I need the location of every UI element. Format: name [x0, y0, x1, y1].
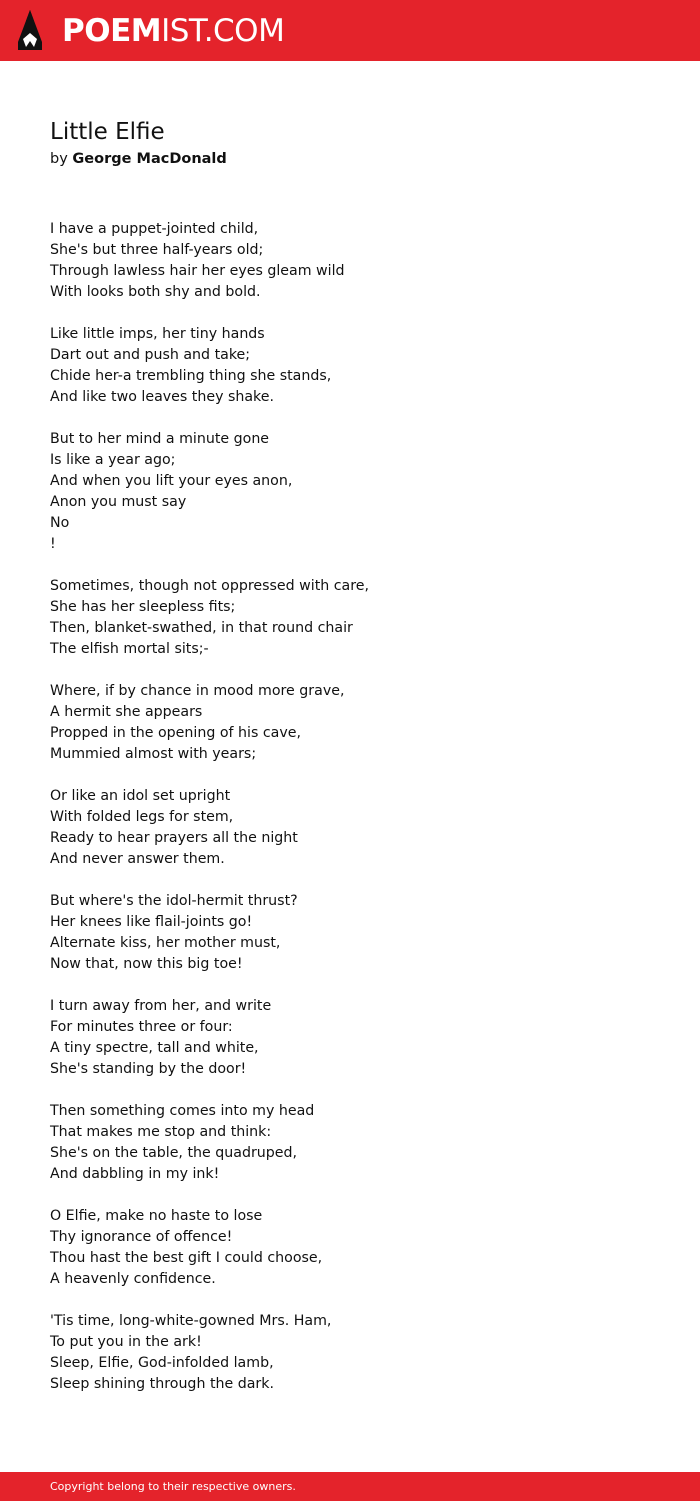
by-label: by — [50, 151, 68, 167]
poem-line: Mummied almost with years; — [50, 746, 257, 762]
logo-bold-text: POEM — [62, 13, 162, 49]
poem-line: ! — [50, 536, 56, 552]
poem-stanza — [50, 1206, 650, 1290]
poem-line: Then something comes into my head — [50, 1103, 315, 1119]
poem-line: No — [50, 515, 70, 531]
poem-line: Alternate kiss, her mother must, — [50, 935, 281, 951]
poem-body — [50, 219, 650, 1416]
poem-stanza — [50, 996, 650, 1080]
poem-line: A heavenly confidence. — [50, 1271, 216, 1287]
poem-line: But where's the idol-hermit thrust? — [50, 893, 298, 909]
poem-line: Her knees like flail-joints go! — [50, 914, 253, 930]
poem-line: Propped in the opening of his cave, — [50, 725, 302, 741]
poem-line: With looks both shy and bold. — [50, 284, 261, 300]
site-header — [0, 0, 700, 61]
poem-line: A tiny spectre, tall and white, — [50, 1040, 259, 1056]
poem-line: Thou hast the best gift I could choose, — [50, 1250, 323, 1266]
poem-stanza — [50, 324, 650, 408]
poem-line: Or like an idol set upright — [50, 788, 231, 804]
poem-line: The elfish mortal sits;- — [50, 641, 209, 657]
poem-line: But to her mind a minute gone — [50, 431, 270, 447]
poem-line: Where, if by chance in mood more grave, — [50, 683, 345, 699]
poem-line: A hermit she appears — [50, 704, 203, 720]
poem-stanza — [50, 576, 650, 660]
poem-line: And dabbling in my ink! — [50, 1166, 220, 1182]
poem-stanza — [50, 1311, 650, 1395]
poem-line: And never answer them. — [50, 851, 225, 867]
poem-line: Like little imps, her tiny hands — [50, 326, 265, 342]
site-footer — [0, 1472, 700, 1501]
poem-line: Is like a year ago; — [50, 452, 176, 468]
poem-line: She's but three half-years old; — [50, 242, 264, 258]
poem-line: 'Tis time, long-white-gowned Mrs. Ham, — [50, 1313, 332, 1329]
poem-stanza — [50, 681, 650, 765]
poem-author[interactable]: George MacDonald — [72, 151, 227, 167]
poem-line: She has her sleepless fits; — [50, 599, 236, 615]
poem-line: She's standing by the door! — [50, 1061, 247, 1077]
poem-line: Anon you must say — [50, 494, 187, 510]
poem-line: With folded legs for stem, — [50, 809, 234, 825]
poem-line: Thy ignorance of offence! — [50, 1229, 233, 1245]
copyright-text: Copyright belong to their respective owners. — [50, 1480, 296, 1493]
poem-line: Sleep, Elfie, God-infolded lamb, — [50, 1355, 274, 1371]
poem-line: She's on the table, the quadruped, — [50, 1145, 298, 1161]
poem-line: To put you in the ark! — [50, 1334, 202, 1350]
poem-line: And like two leaves they shake. — [50, 389, 275, 405]
poem-line: Sleep shining through the dark. — [50, 1376, 274, 1392]
poem-stanza — [50, 429, 650, 555]
poem-line: Chide her-a trembling thing she stands, — [50, 368, 332, 384]
pencil-icon[interactable] — [17, 9, 43, 51]
poem-line: That makes me stop and think: — [50, 1124, 272, 1140]
site-logo[interactable] — [62, 11, 284, 51]
poem-line: And when you lift your eyes anon, — [50, 473, 293, 489]
poem-line: I turn away from her, and write — [50, 998, 272, 1014]
poem-stanza — [50, 891, 650, 975]
poem-stanza — [50, 219, 650, 303]
poem-byline — [50, 149, 227, 169]
poem-line: Dart out and push and take; — [50, 347, 251, 363]
poem-line: Sometimes, though not oppressed with care, — [50, 578, 370, 594]
poem-line: O Elfie, make no haste to lose — [50, 1208, 263, 1224]
poem-line: Through lawless hair her eyes gleam wild — [50, 263, 345, 279]
poem-title: Little Elfie — [50, 119, 165, 145]
poem-line: Now that, now this big toe! — [50, 956, 243, 972]
logo-light-text: IST.COM — [161, 13, 285, 49]
poem-stanza — [50, 786, 650, 870]
poem-line: Ready to hear prayers all the night — [50, 830, 298, 846]
poem-stanza — [50, 1101, 650, 1185]
poem-line: I have a puppet-jointed child, — [50, 221, 259, 237]
poem-line: For minutes three or four: — [50, 1019, 233, 1035]
poem-line: Then, blanket-swathed, in that round chair — [50, 620, 353, 636]
